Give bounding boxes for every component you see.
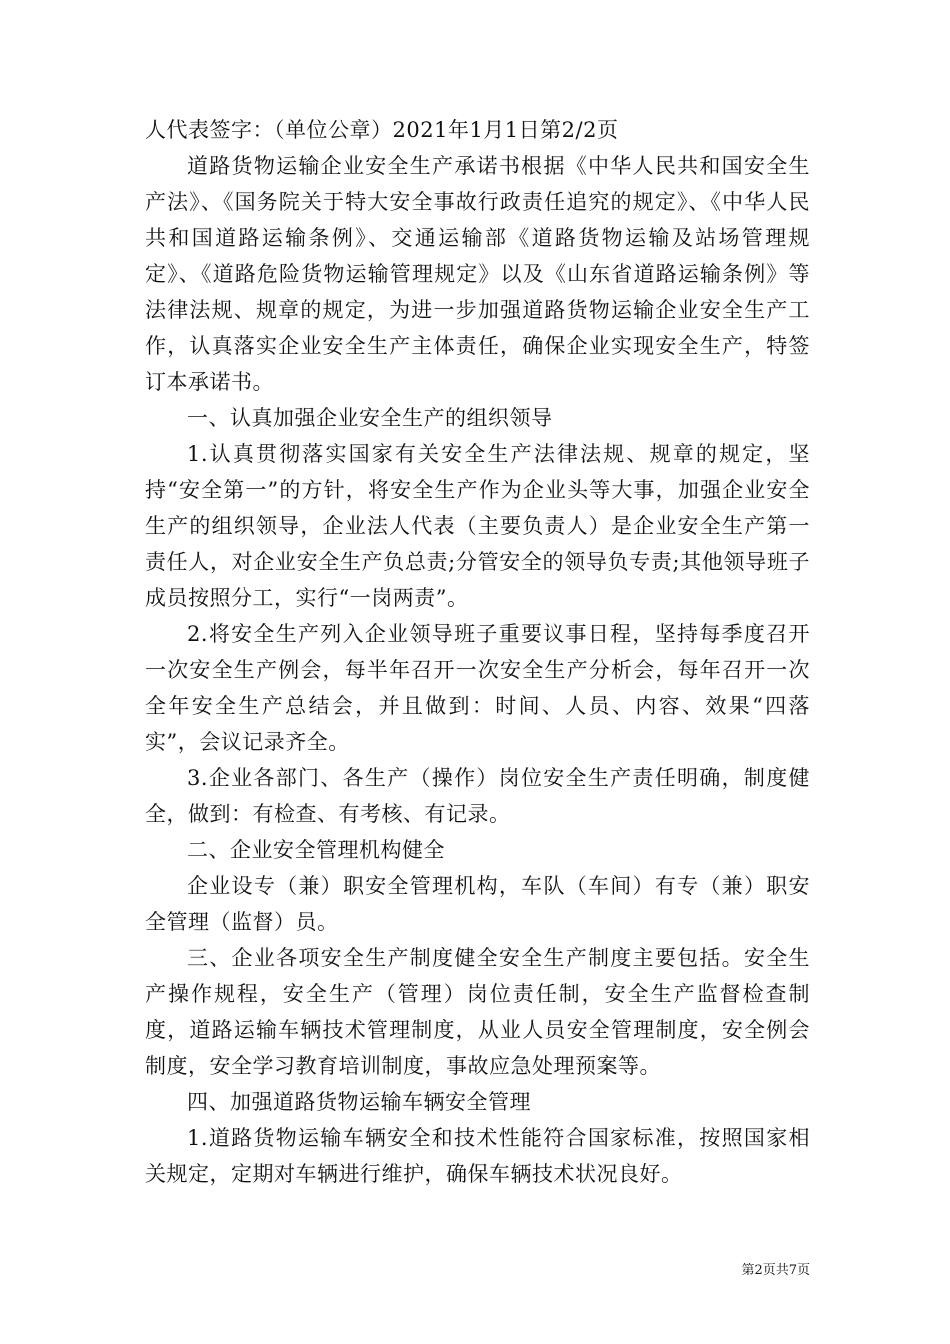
document-body: [145, 112, 810, 1192]
paragraph-1-3: 3.企业各部门、各生产（操作）岗位安全生产责任明确，制度健全，做到：有检查、有考核、有记录。: [145, 766, 810, 826]
header-line: 人代表签字：（单位公章）2021年1月1日第2/2页: [145, 118, 619, 142]
paragraph-4-1: 1.道路货物运输车辆安全和技术性能符合国家标准，按照国家相关规定，定期对车辆进行维护，确保车辆技术状况良好。: [145, 1126, 810, 1186]
section-heading-4: 四、加强道路货物运输车辆安全管理: [187, 1090, 531, 1114]
page-number-footer: 第2页共7页: [741, 1263, 810, 1278]
paragraph-2: 企业设专（兼）职安全管理机构，车队（车间）有专（兼）职安全管理（监督）员。: [145, 874, 810, 934]
section-heading-3: 三、企业各项安全生产制度健全安全生产制度主要包括。安全生产操作规程，安全生产（管理）岗位责任制，安全生产监督检查制度，道路运输车辆技术管理制度，从业人员安全管理制度，安全例会制度，安全学习教育培训制度，事故应急处理预案等。: [145, 946, 810, 1078]
paragraph-1-2: 2.将安全生产列入企业领导班子重要议事日程，坚持每季度召开一次安全生产例会，每半年召开一次安全生产分析会，每年召开一次全年安全生产总结会，并且做到：时间、人员、内容、效果“四落实”，会议记录齐全。: [145, 622, 810, 754]
section-heading-1: 一、认真加强企业安全生产的组织领导: [187, 406, 553, 430]
intro-paragraph: 道路货物运输企业安全生产承诺书根据《中华人民共和国安全生产法》、《国务院关于特大安全事故行政责任追究的规定》、《中华人民共和国道路运输条例》、交通运输部《道路货物运输及站场管理规定》、《道路危险货物运输管理规定》以及《山东省道路运输条例》等法律法规、规章的规定，为进一步加强道路货物运输企业安全生产工作，认真落实企业安全生产主体责任，确保企业实现安全生产，特签订本承诺书。: [145, 154, 810, 394]
paragraph-1-1: 1.认真贯彻落实国家有关安全生产法律法规、规章的规定，坚持“安全第一”的方针，将安全生产作为企业头等大事，加强企业安全生产的组织领导，企业法人代表（主要负责人）是企业安全生产第一责任人，对企业安全生产负总责;分管安全的领导负专责;其他领导班子成员按照分工，实行“一岗两责”。: [145, 442, 810, 610]
section-heading-2: 二、企业安全管理机构健全: [187, 838, 445, 862]
